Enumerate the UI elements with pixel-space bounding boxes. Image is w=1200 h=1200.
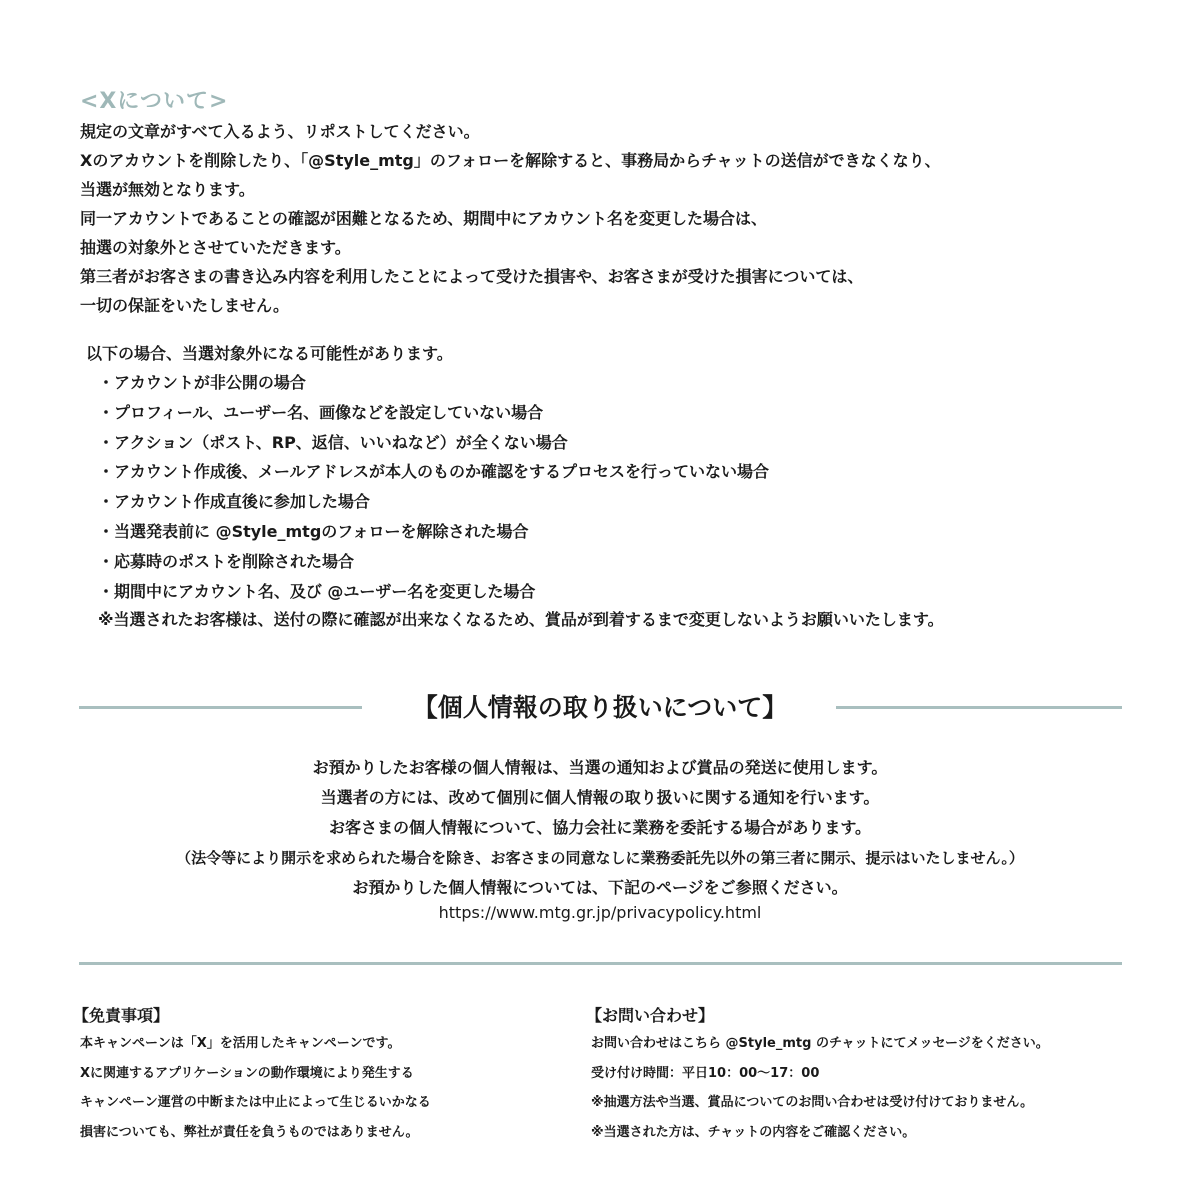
disclaimer-line: 損害についても、弊社が責任を負うものではありません。: [80, 1124, 419, 1140]
x-condition-item: ・アカウントが非公開の場合: [98, 373, 306, 392]
contact-title: 【お問い合わせ】: [586, 1006, 715, 1025]
disclaimer-line: Xに関連するアプリケーションの動作環境により発生する: [80, 1065, 414, 1081]
disclaimer-text-block: [80, 1029, 431, 1147]
privacy-line: 当選者の方には、改めて個別に個人情報の取り扱いに関する通知を行います。: [320, 788, 880, 807]
x-rules-list: [80, 117, 941, 320]
privacy-section-title: 【個人情報の取り扱いについて】: [412, 693, 788, 722]
x-condition-item: ・アクション（ポスト、RP、返信、いいねなど）が全くない場合: [98, 432, 568, 452]
x-rule-line: 一切の保証をいたしません。: [80, 296, 289, 315]
x-rule-line: 同一アカウントであることの確認が困難となるため、期間中にアカウント名を変更した場合は、: [80, 209, 768, 228]
x-condition-item: ・応募時のポストを削除された場合: [98, 551, 355, 571]
contact-line: ※抽選方法や当選、賞品についてのお問い合わせは受け付けておりません。: [591, 1095, 1034, 1110]
contact-text-block: [591, 1029, 1049, 1147]
x-rule-line: 規定の文章がすべて入るよう、リポストしてください。: [80, 122, 480, 141]
x-rule-line: 抽選の対象外とさせていただきます。: [80, 238, 351, 257]
contact-line: 受け付け時間：平日10：00～17：00: [591, 1065, 820, 1081]
x-winner-note: ※当選されたお客様は、送付の際に確認が出来なくなるため、賞品が到着するまで変更しないようお願いいたします。: [98, 610, 944, 629]
disclaimer-title: 【免責事項】: [73, 1006, 170, 1025]
x-rule-line: Xのアカウントを削除したり、「@Style_mtg」のフォローを解除すると、事務局からチャットの送信ができなくなり、: [80, 151, 941, 170]
x-section-heading: <Xについて>: [80, 89, 229, 114]
privacy-line: お客さまの個人情報について、協力会社に業務を委託する場合があります。: [328, 818, 872, 837]
x-condition-item: ・アカウント作成後、メールアドレスが本人のものか確認をするプロセスを行っていない場合: [98, 462, 770, 482]
disclaimer-line: 本キャンペーンは「X」を活用したキャンペーンです。: [80, 1036, 401, 1051]
x-conditions-intro: 以下の場合、当選対象外になる可能性があります。: [86, 344, 453, 363]
x-rule-line: 第三者がお客さまの書き込み内容を利用したことによって受けた損害や、お客さまが受けた損害については、: [80, 267, 864, 286]
x-condition-item: ・プロフィール、ユーザー名、画像などを設定していない場合: [98, 402, 544, 422]
x-conditions-list: [98, 368, 769, 606]
contact-line: ※当選された方は、チャットの内容をご確認ください。: [591, 1124, 916, 1140]
privacy-line: お預かりしたお客様の個人情報は、当選の通知および賞品の発送に使用します。: [312, 758, 888, 777]
disclaimer-line: キャンペーン運営の中断または中止によって生じるいかなる: [80, 1095, 431, 1110]
section-divider: [79, 962, 1122, 965]
privacy-line: お預かりした個人情報については、下記のページをご参照ください。: [352, 878, 848, 897]
x-condition-item: ・アカウント作成直後に参加した場合: [98, 492, 370, 512]
x-condition-item: ・期間中にアカウント名、及び @ユーザー名を変更した場合: [98, 581, 536, 601]
privacy-line: （法令等により開示を求められた場合を除き、お客さまの同意なしに業務委託先以外の第三者に開示、提示はいたしません。）: [176, 849, 1024, 867]
x-condition-item: ・当選発表前に @Style_mtgのフォローを解除された場合: [98, 521, 529, 541]
x-rule-line: 当選が無効となります。: [80, 180, 255, 199]
privacy-policy-link[interactable]: https://www.mtg.gr.jp/privacypolicy.html: [438, 903, 762, 922]
privacy-text-block: [0, 753, 1200, 903]
contact-line: お問い合わせはこちら @Style_mtg のチャットにてメッセージをください。: [591, 1036, 1049, 1051]
